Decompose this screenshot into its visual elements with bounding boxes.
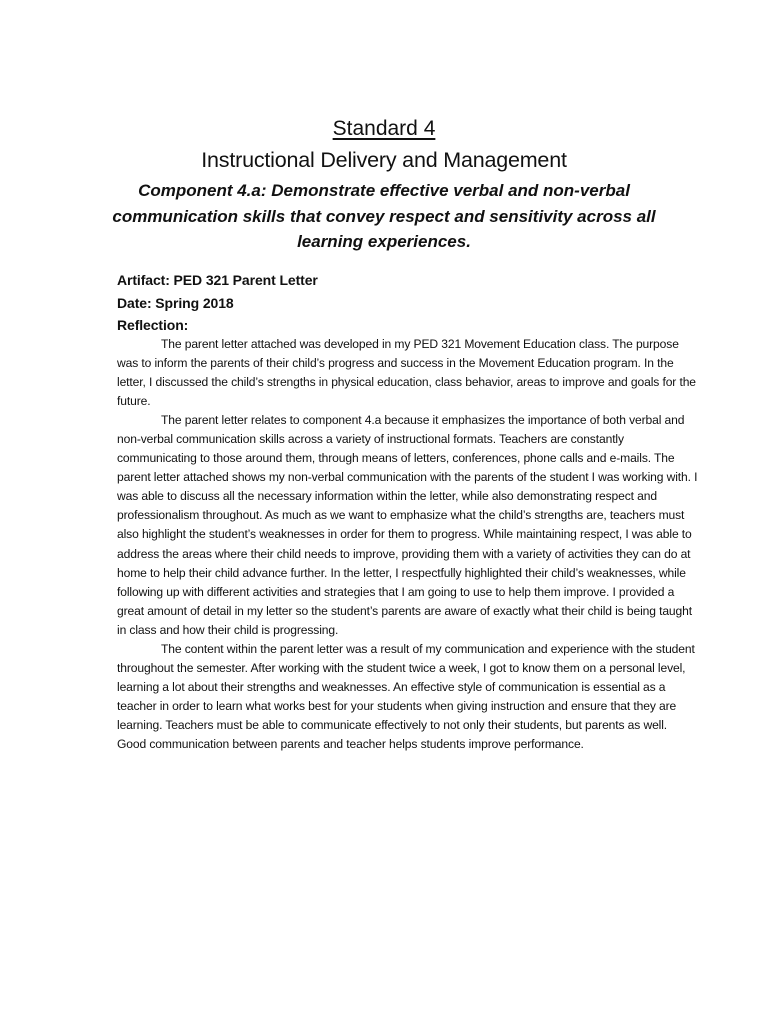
reflection-paragraph-1: The parent letter attached was developed in my PED 321 Movement Education class. The purpose was to inform the parents of their child’s progress and success in the Movement Education program. In the letter, I discussed the child’s strengths in physical education, class behavior, areas to improve and goals for the future. [117, 337, 696, 409]
document-header [100, 114, 668, 255]
reflection-body [117, 335, 699, 754]
standard-title: Standard 4 [332, 117, 436, 140]
reflection-paragraph-3: The content within the parent letter was a result of my communication and experience with the student throughout the semester. After working with the student twice a week, I got to know them on a personal level, learning a lot about their strengths and weaknesses. An effective style of communication is essential as a teacher in order to learn what works best for your students when giving instruction and ensure that they are learning. Teachers must be able to communicate effectively to not only their students, but parents as well. Good communication between parents and teacher helps students improve performance. [117, 641, 695, 751]
reflection-label: Reflection: [117, 317, 189, 333]
component-statement: Component 4.a: Demonstrate effective verbal and non-verbal communication skills that convey respect and sensitivity across all learning experiences. [112, 181, 656, 251]
reflection-paragraph-2: The parent letter relates to component 4.a because it emphasizes the importance of both verbal and non-verbal communication skills across a variety of instructional formats. Teachers are constantly communicating to those around them, through means of letters, conferences, phone calls and e-mails. The parent letter attached shows my non-verbal communication with the parents of the student I was working with. I was able to discuss all the necessary information within the letter, while also demonstrating respect and professionalism throughout. As much as we want to emphasize what the child’s strengths are, teachers must also highlight the student’s weaknesses in order for them to progress. While maintaining respect, I was able to address the areas where their child needs to improve, providing them with a variety of activities they can do at home to help their child advance further. In the letter, I respectfully highlighted their child’s weaknesses, while following up with different activities and strategies that I am going to use to help them improve. I provided a great amount of detail in my letter so the student’s parents are aware of exactly what their child is being taught in class and how their child is progressing. [117, 413, 698, 637]
date-label: Date: Spring 2018 [117, 294, 234, 311]
artifact-label: Artifact: PED 321 Parent Letter [117, 272, 318, 288]
artifact-info [117, 269, 697, 337]
main-title: Instructional Delivery and Management [201, 148, 567, 172]
